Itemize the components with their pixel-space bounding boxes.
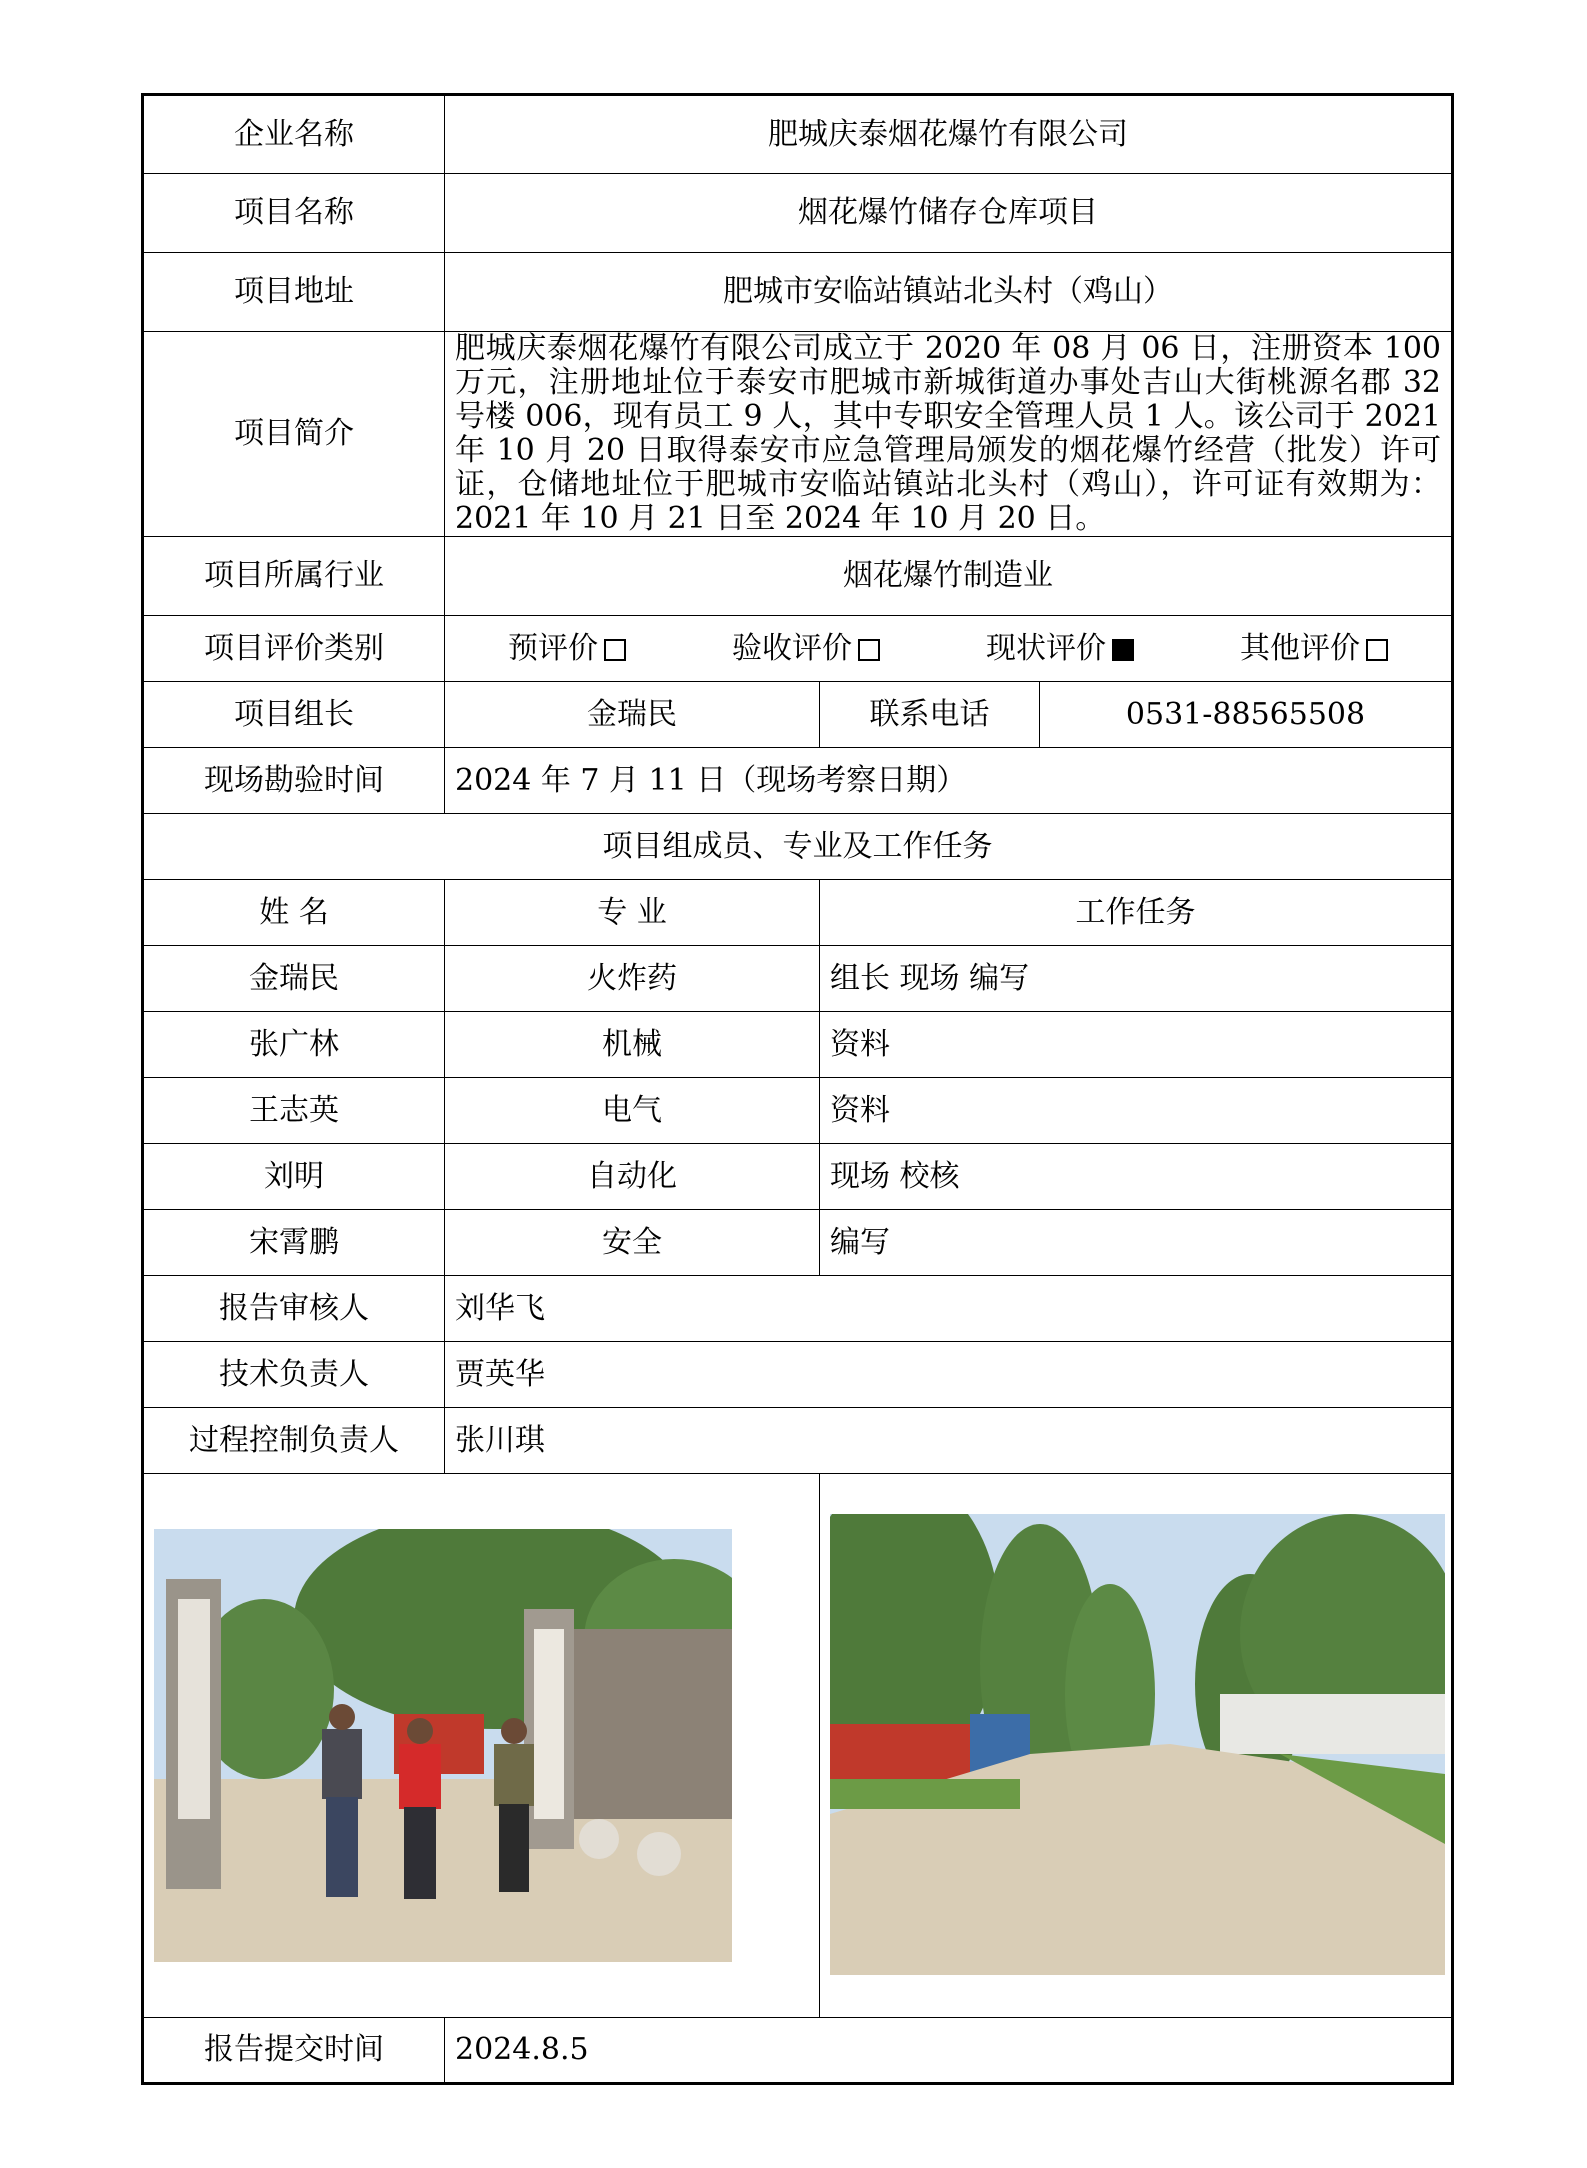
company-label: 企业名称 (143, 95, 445, 174)
project-name-value: 烟花爆竹储存仓库项目 (445, 174, 1453, 253)
member-major: 火炸药 (445, 946, 820, 1012)
submit-time-label: 报告提交时间 (143, 2018, 445, 2084)
member-major: 机械 (445, 1012, 820, 1078)
row-industry (143, 537, 1453, 616)
table-row (143, 946, 1453, 1012)
row-project-intro (143, 332, 1453, 537)
option-acceptance-evaluation[interactable] (732, 632, 880, 666)
table-row (143, 1210, 1453, 1276)
company-value: 肥城庆泰烟花爆竹有限公司 (445, 95, 1453, 174)
row-survey-time (143, 748, 1453, 814)
option-other-evaluation[interactable] (1240, 632, 1388, 666)
option-other-evaluation-label: 其他评价 (1240, 630, 1360, 666)
checkbox-empty-icon (1366, 639, 1388, 661)
table-row (143, 1012, 1453, 1078)
members-title: 项目组成员、专业及工作任务 (143, 814, 1453, 880)
phone-value: 0531-88565508 (1040, 682, 1453, 748)
member-name: 张广林 (143, 1012, 445, 1078)
table-row (143, 1144, 1453, 1210)
reviewer-value: 刘华飞 (445, 1276, 1453, 1342)
option-acceptance-evaluation-label: 验收评价 (732, 630, 852, 666)
member-task: 资料 (820, 1078, 1453, 1144)
member-task: 编写 (820, 1210, 1453, 1276)
tech-lead-label: 技术负责人 (143, 1342, 445, 1408)
row-site-photos (143, 1474, 1453, 2018)
member-name: 金瑞民 (143, 946, 445, 1012)
members-header-row (143, 880, 1453, 946)
photo-cell-gate (143, 1474, 820, 2018)
survey-time-value: 2024 年 7 月 11 日（现场考察日期） (445, 748, 1453, 814)
option-pre-evaluation-label: 预评价 (508, 630, 598, 666)
project-address-label: 项目地址 (143, 253, 445, 332)
site-road-photo (830, 1514, 1445, 1975)
industry-label: 项目所属行业 (143, 537, 445, 616)
member-major: 安全 (445, 1210, 820, 1276)
evaluation-type-label: 项目评价类别 (143, 616, 445, 682)
row-submit-time (143, 2018, 1453, 2084)
row-reviewer (143, 1276, 1453, 1342)
member-name: 王志英 (143, 1078, 445, 1144)
header-task: 工作任务 (820, 880, 1453, 946)
option-status-evaluation[interactable] (986, 632, 1134, 666)
row-project-address (143, 253, 1453, 332)
survey-time-label: 现场勘验时间 (143, 748, 445, 814)
reviewer-label: 报告审核人 (143, 1276, 445, 1342)
phone-label: 联系电话 (820, 682, 1040, 748)
leader-value: 金瑞民 (445, 682, 820, 748)
project-address-value: 肥城市安临站镇站北头村（鸡山） (445, 253, 1453, 332)
table-row (143, 1078, 1453, 1144)
member-task: 现场 校核 (820, 1144, 1453, 1210)
row-process-lead (143, 1408, 1453, 1474)
option-pre-evaluation[interactable] (508, 632, 626, 666)
member-name: 宋霄鹏 (143, 1210, 445, 1276)
industry-value: 烟花爆竹制造业 (445, 537, 1453, 616)
project-name-label: 项目名称 (143, 174, 445, 253)
row-members-title (143, 814, 1453, 880)
row-evaluation-type (143, 616, 1453, 682)
row-tech-lead (143, 1342, 1453, 1408)
checkbox-filled-icon (1112, 639, 1134, 661)
leader-label: 项目组长 (143, 682, 445, 748)
photo-cell-road (820, 1474, 1453, 2018)
option-status-evaluation-label: 现状评价 (986, 630, 1106, 666)
project-info-table (141, 93, 1454, 2085)
row-project-name (143, 174, 1453, 253)
evaluation-info-sheet (141, 93, 1451, 2085)
member-task: 资料 (820, 1012, 1453, 1078)
tech-lead-value: 贾英华 (445, 1342, 1453, 1408)
checkbox-empty-icon (858, 639, 880, 661)
row-company (143, 95, 1453, 174)
project-intro-value: 肥城庆泰烟花爆竹有限公司成立于 2020 年 08 月 06 日，注册资本 100 万元，注册地址位于泰安市肥城市新城街道办事处吉山大街桃源名郡 32 号楼 006，现有员工 9 人，其中专职安全管理人员 1 人。该公司于 2021 年 10 月 20 日取得泰安市应急管理局颁发的烟花爆竹经营（批发）许可证，仓储地址位于肥城市安临站镇站北头村（鸡山），许可证有效期为：2021 年 10 月 21 日至 2024 年 10 月 20 日。 (445, 332, 1453, 537)
member-task: 组长 现场 编写 (820, 946, 1453, 1012)
member-major: 电气 (445, 1078, 820, 1144)
row-leader (143, 682, 1453, 748)
site-gate-photo (154, 1529, 732, 1962)
submit-time-value: 2024.8.5 (445, 2018, 1453, 2084)
header-major: 专 业 (445, 880, 820, 946)
process-lead-value: 张川琪 (445, 1408, 1453, 1474)
process-lead-label: 过程控制负责人 (143, 1408, 445, 1474)
evaluation-type-options (445, 616, 1453, 682)
member-name: 刘明 (143, 1144, 445, 1210)
header-name: 姓 名 (143, 880, 445, 946)
project-intro-label: 项目简介 (143, 332, 445, 537)
checkbox-empty-icon (604, 639, 626, 661)
member-major: 自动化 (445, 1144, 820, 1210)
